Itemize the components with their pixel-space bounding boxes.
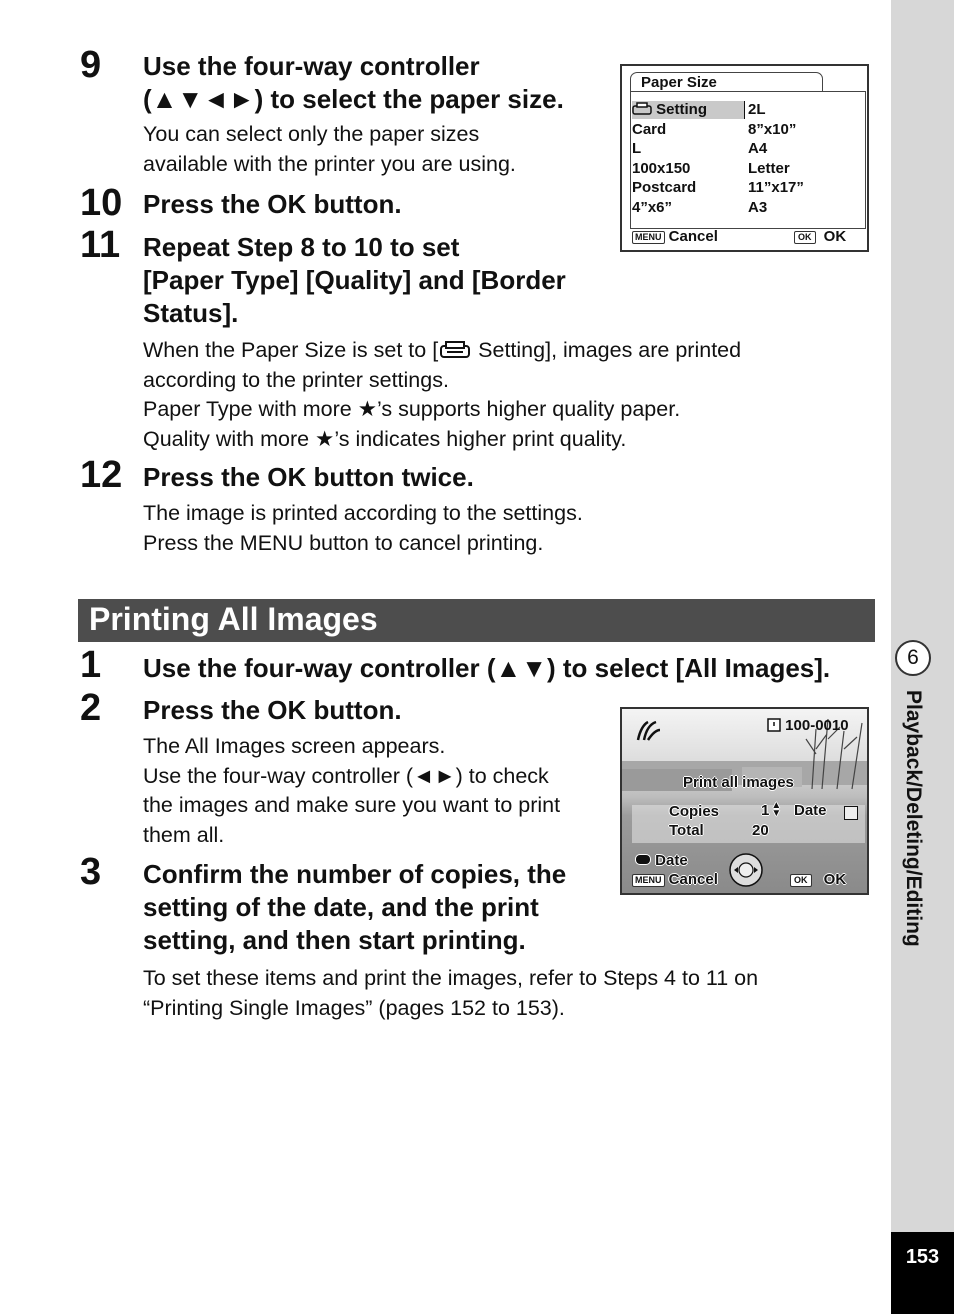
body-line: To set these items and print the images, refer to Steps 4 to 11 on — [143, 966, 759, 990]
step-body — [143, 499, 583, 558]
total-value: 20 — [752, 822, 769, 839]
pictbridge-icon — [634, 718, 664, 744]
heading-line: Press the OK button. — [143, 695, 402, 725]
option-postcard: Postcard — [632, 179, 697, 196]
copies-label: Copies — [669, 803, 720, 820]
step-number: 11 — [80, 224, 121, 266]
heading-line: setting, and then start printing. — [143, 925, 526, 955]
body-line: When the Paper Size is set to [ Setting], images are printed — [143, 338, 742, 362]
heading-line: Use the four-way controller (▲▼) to select [All Images]. — [143, 653, 831, 683]
heading-line: setting of the date, and the print — [143, 892, 539, 922]
body-line: according to the printer settings. — [143, 367, 449, 392]
step-body — [143, 120, 516, 179]
green-button-icon — [635, 854, 651, 865]
cancel-hint: MENU Cancel — [632, 872, 718, 888]
four-way-controller-icon — [728, 852, 764, 888]
settings-box — [632, 805, 865, 843]
date-label: Date — [794, 802, 827, 819]
option-letter: Letter — [748, 160, 790, 177]
ok-hint: OK OK — [794, 228, 846, 246]
heading-line: [Paper Type] [Quality] and [Border — [143, 265, 566, 295]
menu-key-icon: MENU — [632, 231, 665, 244]
body-line: them all. — [143, 822, 225, 847]
body-line: The image is printed according to the settings. — [143, 501, 583, 525]
step-body — [143, 964, 758, 1023]
option-8x10: 8”x10” — [748, 121, 797, 138]
option-100x150: 100x150 — [632, 160, 691, 177]
step-number: 1 — [80, 644, 102, 686]
step-number: 2 — [80, 687, 102, 729]
print-all-label: Print all images — [683, 774, 794, 791]
menu-key-icon: MENU — [632, 874, 665, 887]
option-setting: Setting — [632, 101, 707, 119]
body-line: Use the four-way controller (◄►) to check — [143, 763, 549, 788]
ok-key-icon: OK — [794, 231, 816, 244]
body-line: Press the MENU button to cancel printing. — [143, 530, 544, 555]
heading-line: Status]. — [143, 298, 239, 328]
step-number: 9 — [80, 44, 102, 86]
chapter-label: Playback/Deleting/Editing — [902, 690, 925, 947]
date-hint: Date — [635, 853, 688, 869]
date-checkbox — [844, 806, 858, 820]
paper-size-screen — [620, 64, 869, 252]
body-line: “Printing Single Images” (pages 152 to 153). — [143, 995, 565, 1020]
step-heading — [143, 694, 402, 727]
total-label: Total — [669, 822, 704, 839]
step-heading — [143, 231, 566, 330]
body-line: available with the printer you are using. — [143, 151, 516, 176]
step-heading — [143, 461, 474, 494]
cancel-hint: MENU Cancel — [632, 228, 718, 246]
option-11x17: 11”x17” — [748, 179, 804, 196]
file-number: 100-0010 — [767, 717, 849, 735]
heading-line: Press the OK button twice. — [143, 462, 474, 492]
option-a3: A3 — [748, 199, 768, 216]
heading-line: Confirm the number of copies, the — [143, 859, 567, 889]
step-number: 10 — [80, 182, 123, 224]
step-body — [143, 732, 560, 850]
body-line: You can select only the paper sizes — [143, 122, 480, 146]
heading-line: Repeat Step 8 to 10 to set — [143, 232, 460, 262]
option-4x6: 4”x6” — [632, 199, 673, 216]
page-number: 153 — [891, 1232, 954, 1314]
printer-icon — [438, 340, 472, 360]
option-2l: 2L — [748, 101, 766, 118]
folder-icon — [767, 718, 781, 732]
all-images-screen — [620, 707, 869, 895]
step-heading — [143, 858, 566, 957]
body-line: Quality with more ★’s indicates higher print quality. — [143, 426, 627, 451]
heading-line: (▲▼◄►) to select the paper size. — [143, 84, 564, 114]
body-line: Paper Type with more ★’s supports higher quality paper. — [143, 397, 681, 421]
cursor-divider — [744, 101, 745, 119]
ok-hint: OK OK — [790, 872, 846, 888]
option-l: L — [632, 140, 642, 157]
paper-size-tab: Paper Size — [630, 72, 823, 92]
option-a4: A4 — [748, 140, 768, 157]
body-line: the images and make sure you want to print — [143, 793, 561, 817]
ok-key-icon: OK — [790, 874, 812, 887]
option-card: Card — [632, 121, 667, 138]
printer-icon — [632, 102, 652, 116]
step-number: 3 — [80, 851, 102, 893]
body-line: The All Images screen appears. — [143, 734, 446, 758]
step-heading — [143, 188, 402, 221]
chapter-number: 6 — [895, 640, 931, 676]
step-heading — [143, 50, 564, 116]
copies-value: 1 ▲ ▼ — [761, 800, 782, 819]
up-down-arrows-icon: ▲ ▼ — [771, 800, 782, 819]
step-number: 12 — [80, 454, 123, 496]
heading-line: Press the OK button. — [143, 189, 402, 219]
section-title: Printing All Images — [78, 599, 875, 642]
step-heading — [143, 652, 830, 685]
step-body — [143, 336, 741, 454]
heading-line: Use the four-way controller — [143, 51, 480, 81]
